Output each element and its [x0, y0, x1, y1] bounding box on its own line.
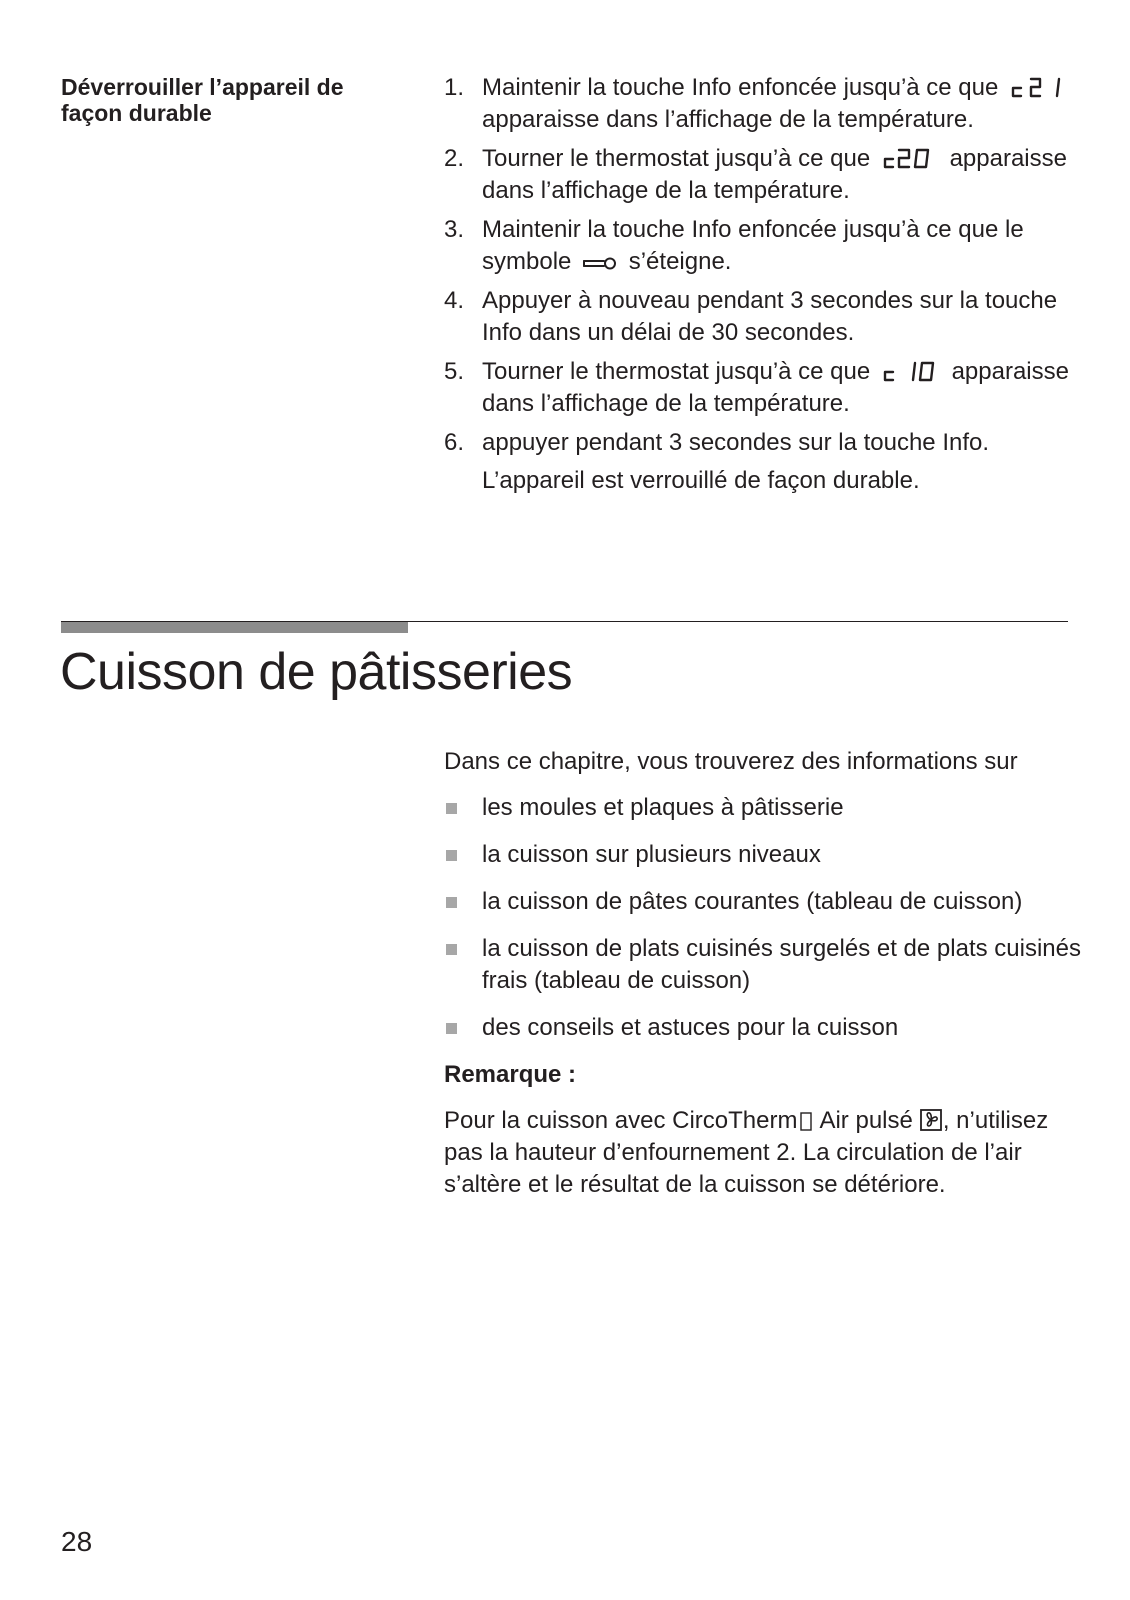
unlock-steps-list [444, 72, 1084, 504]
list-item-text: des conseils et astuces pour la cuisson [482, 1014, 899, 1041]
section-title: Cuisson de pâtisseries [60, 643, 573, 701]
display-code-c10-icon [881, 359, 941, 383]
step-text: Tourner le thermostat jusqu’à ce que [482, 358, 871, 385]
remark-text [444, 1105, 1084, 1201]
step-2 [444, 143, 1084, 207]
list-item [444, 933, 1084, 997]
step-4 [444, 285, 1084, 349]
step-text: Maintenir la touche Info enfoncée jusqu’à ce que le symbole [482, 216, 1024, 275]
remark-text-mode: Air pulsé [819, 1107, 913, 1134]
bullet-square-icon [446, 897, 457, 908]
step-number: 2. [444, 145, 465, 172]
step-number: 4. [444, 287, 465, 314]
step-6 [444, 427, 1084, 497]
remark-text-end: , n’utilisez pas la hauteur d’enfournement 2. La circulation de l’air s’altère et le résultat de la cuisson se détériore. [444, 1107, 1049, 1198]
section-divider-bar [61, 622, 408, 633]
display-code-c21-icon [1009, 75, 1069, 99]
list-item [444, 792, 1084, 824]
step-text-after: s’éteigne. [628, 248, 732, 275]
step-5 [444, 356, 1084, 420]
list-item [444, 839, 1084, 871]
bullet-square-icon [446, 944, 457, 955]
step-number: 6. [444, 429, 465, 456]
step-3 [444, 214, 1084, 278]
step-number: 3. [444, 216, 465, 243]
step-1 [444, 72, 1084, 136]
step-result-text: L’appareil est verrouillé de façon durable. [482, 467, 920, 494]
step-number: 5. [444, 358, 465, 385]
step-text-after: apparaisse dans l’affichage de la température. [482, 106, 974, 133]
intro-text: Dans ce chapitre, vous trouverez des informations sur [444, 748, 1018, 775]
list-item [444, 886, 1084, 918]
list-item-text: la cuisson sur plusieurs niveaux [482, 841, 821, 868]
list-item [444, 1012, 1084, 1044]
placeholder-box-icon [799, 1110, 813, 1132]
remark-label: Remarque : [444, 1061, 577, 1088]
fan-mode-icon [919, 1108, 943, 1132]
list-item-text: la cuisson de plats cuisinés surgelés et de plats cuisinés frais (tableau de cuisson) [482, 935, 1081, 994]
topic-list [444, 792, 1084, 1044]
step-text-after: apparaisse dans l’affichage de la température. [482, 358, 1069, 417]
list-item-text: la cuisson de pâtes courantes (tableau de cuisson) [482, 888, 1023, 915]
step-text: Tourner le thermostat jusqu’à ce que [482, 145, 871, 172]
key-lock-icon [582, 253, 618, 273]
list-item-text: les moules et plaques à pâtisserie [482, 794, 844, 821]
page-number: 28 [61, 1526, 93, 1557]
step-text-after: apparaisse dans l’affichage de la température. [482, 145, 1067, 204]
section-intro [444, 746, 1084, 1201]
step-text: Appuyer à nouveau pendant 3 secondes sur la touche Info dans un délai de 30 secondes. [482, 287, 1058, 346]
bullet-square-icon [446, 1023, 457, 1034]
step-text: Maintenir la touche Info enfoncée jusqu’à ce que [482, 74, 999, 101]
step-number: 1. [444, 74, 465, 101]
side-heading: Déverrouiller l’appareil de façon durable [61, 74, 344, 126]
bullet-square-icon [446, 850, 457, 861]
step-text: appuyer pendant 3 secondes sur la touche Info. [482, 429, 990, 456]
remark-text-start: Pour la cuisson avec CircoTherm [444, 1107, 798, 1134]
display-code-c20-icon [881, 146, 939, 170]
bullet-square-icon [446, 803, 457, 814]
